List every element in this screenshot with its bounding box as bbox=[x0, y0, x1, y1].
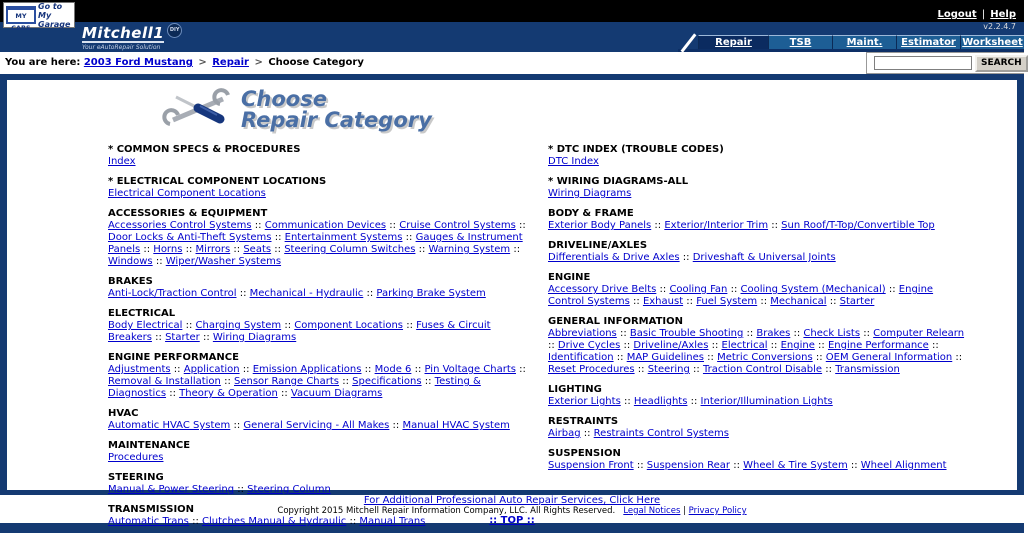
category-heading: * WIRING DIAGRAMS-ALL bbox=[548, 176, 689, 187]
category-section bbox=[108, 472, 548, 496]
search-panel bbox=[866, 52, 1024, 74]
category-link[interactable]: Restraints Control Systems bbox=[593, 428, 729, 439]
category-heading: ENGINE bbox=[548, 272, 591, 283]
search-input[interactable] bbox=[874, 56, 972, 70]
sub-header bbox=[0, 52, 1024, 74]
link-separator: :: bbox=[812, 352, 826, 363]
link-separator: :: bbox=[140, 244, 154, 255]
legal-notices-link[interactable]: Legal Notices bbox=[623, 506, 681, 516]
additional-services-link[interactable]: For Additional Professional Auto Repair Services, Click Here bbox=[363, 495, 661, 506]
category-link[interactable]: OEM General Information bbox=[825, 352, 953, 363]
category-link[interactable]: Door Locks & Anti-Theft Systems bbox=[108, 232, 272, 243]
category-link[interactable]: Engine Performance bbox=[827, 340, 929, 351]
tab-maint[interactable]: Maint. bbox=[832, 35, 896, 49]
version-label: v2.2.4.7 bbox=[983, 22, 1016, 31]
link-separator: :: bbox=[199, 332, 213, 343]
link-separator: :: bbox=[515, 364, 526, 375]
link-separator: :: bbox=[548, 340, 558, 351]
link-separator: :: bbox=[580, 428, 594, 439]
category-links bbox=[108, 452, 548, 464]
category-section bbox=[548, 316, 988, 376]
category-section bbox=[108, 408, 548, 432]
category-link[interactable]: Headlights bbox=[633, 396, 688, 407]
link-separator: :: bbox=[651, 220, 665, 231]
link-separator: :: bbox=[613, 352, 627, 363]
link-separator: :: bbox=[727, 284, 741, 295]
category-heading: TRANSMISSION bbox=[108, 504, 195, 515]
page-title bbox=[241, 87, 432, 131]
category-heading: BRAKES bbox=[108, 276, 153, 287]
category-link[interactable]: Automatic Trans bbox=[108, 516, 189, 527]
breadcrumb-separator: > bbox=[254, 57, 263, 68]
category-links bbox=[108, 156, 548, 168]
logout-link[interactable]: Logout bbox=[937, 9, 977, 20]
tab-estimator[interactable]: Estimator bbox=[896, 35, 960, 49]
category-link[interactable]: Electrical Component Locations bbox=[108, 188, 266, 199]
category-link[interactable]: Cooling Fan bbox=[669, 284, 728, 295]
link-separator: :: bbox=[182, 320, 196, 331]
category-heading: * COMMON SPECS & PROCEDURES bbox=[108, 144, 301, 155]
title-row bbox=[7, 80, 1017, 140]
link-separator: :: bbox=[616, 328, 630, 339]
category-links bbox=[108, 516, 548, 528]
category-link[interactable]: Transmission bbox=[835, 364, 900, 375]
category-link[interactable]: Fuses & Circuit Breakers bbox=[108, 320, 491, 343]
category-link[interactable]: Vacuum Diagrams bbox=[290, 388, 383, 399]
brand-tagline: Your eAutoRepair Solution bbox=[82, 44, 161, 51]
category-heading: * DTC INDEX (TROUBLE CODES) bbox=[548, 144, 724, 155]
category-link[interactable]: Wheel Alignment bbox=[860, 460, 947, 471]
category-link[interactable]: MAP Guidelines bbox=[626, 352, 704, 363]
link-separator: :: bbox=[847, 460, 861, 471]
category-heading: BODY & FRAME bbox=[548, 208, 634, 219]
link-separator: :: bbox=[151, 332, 166, 343]
link-separator: :: bbox=[620, 340, 634, 351]
category-link[interactable]: Component Locations bbox=[294, 320, 404, 331]
category-heading: RESTRAINTS bbox=[548, 416, 619, 427]
category-link[interactable]: Emission Applications bbox=[252, 364, 362, 375]
link-separator: :: bbox=[730, 460, 744, 471]
link-separator: :: bbox=[928, 340, 939, 351]
link-separator: :: bbox=[415, 244, 429, 255]
link-separator: :: bbox=[822, 364, 836, 375]
link-separator: :: bbox=[790, 328, 804, 339]
category-link[interactable]: Metric Conversions bbox=[717, 352, 813, 363]
link-separator: :: bbox=[230, 244, 244, 255]
category-section bbox=[108, 276, 548, 300]
category-link[interactable]: Traction Control Disable bbox=[702, 364, 823, 375]
top-link[interactable]: :: TOP :: bbox=[489, 515, 535, 526]
category-link[interactable]: Steering Column Switches bbox=[284, 244, 416, 255]
breadcrumb-vehicle-link[interactable]: 2003 Ford Mustang bbox=[83, 57, 193, 68]
help-link[interactable]: Help bbox=[990, 9, 1016, 20]
category-section bbox=[108, 352, 548, 400]
link-separator: :: bbox=[633, 460, 647, 471]
link-separator: :: bbox=[339, 376, 353, 387]
category-link[interactable]: Abbreviations bbox=[548, 328, 617, 339]
category-link[interactable]: Theory & Operation bbox=[179, 388, 278, 399]
link-separator: :: bbox=[510, 244, 521, 255]
category-links bbox=[108, 220, 548, 268]
link-separator: :: bbox=[629, 296, 643, 307]
link-separator: :: bbox=[708, 340, 722, 351]
category-link[interactable]: Steering Column bbox=[247, 484, 331, 495]
link-separator: :: bbox=[757, 296, 771, 307]
category-link[interactable]: Exterior Body Panels bbox=[548, 220, 652, 231]
category-link[interactable]: Suspension Rear bbox=[646, 460, 731, 471]
category-link[interactable]: Interior/Illumination Lights bbox=[700, 396, 833, 407]
category-links bbox=[548, 460, 988, 472]
category-link[interactable]: Procedures bbox=[108, 452, 164, 463]
category-link[interactable]: Steering bbox=[647, 364, 690, 375]
brand-name: Mitchell1 bbox=[82, 24, 165, 42]
category-link[interactable]: Suspension Front bbox=[548, 460, 634, 471]
category-link[interactable]: Parking Brake System bbox=[376, 288, 486, 299]
garage-button-label: Go to My Garage bbox=[38, 1, 71, 29]
category-link[interactable]: Entertainment Systems bbox=[284, 232, 403, 243]
page-title-line1: Choose bbox=[241, 87, 327, 111]
category-section bbox=[548, 416, 988, 440]
category-link[interactable]: Application bbox=[183, 364, 240, 375]
breadcrumb-prefix: You are here: bbox=[5, 57, 81, 68]
link-separator: :: bbox=[361, 364, 375, 375]
footer-links-separator: | bbox=[683, 506, 686, 516]
category-link[interactable]: Exterior Lights bbox=[548, 396, 621, 407]
link-separator: :: bbox=[170, 364, 184, 375]
link-separator: :: bbox=[230, 420, 244, 431]
category-link[interactable]: Sensor Range Charts bbox=[234, 376, 340, 387]
category-link[interactable]: Mirrors bbox=[195, 244, 231, 255]
category-link[interactable]: Adjustments bbox=[108, 364, 171, 375]
category-link[interactable]: Wiring Diagrams bbox=[212, 332, 297, 343]
link-separator: :: bbox=[656, 284, 670, 295]
link-separator: :: bbox=[885, 284, 899, 295]
link-separator: :: bbox=[952, 352, 963, 363]
category-section bbox=[108, 176, 548, 200]
link-separator: :: bbox=[402, 232, 416, 243]
category-link[interactable]: Drive Cycles bbox=[557, 340, 621, 351]
category-links bbox=[548, 328, 988, 376]
link-separator: :: bbox=[363, 288, 377, 299]
link-separator: :: bbox=[281, 320, 295, 331]
category-link[interactable]: Check Lists bbox=[803, 328, 861, 339]
page-title-line2: Repair Category bbox=[241, 108, 432, 132]
category-links bbox=[108, 420, 548, 432]
copyright-text: Copyright 2015 Mitchell Repair Information Company, LLC. All Rights Reserved. bbox=[277, 506, 616, 516]
category-link[interactable]: Windows bbox=[108, 256, 153, 267]
category-link[interactable]: Engine bbox=[780, 340, 815, 351]
category-link[interactable]: Accessories Control Systems bbox=[108, 220, 252, 231]
link-separator: :: bbox=[515, 220, 526, 231]
category-link[interactable]: Mode 6 bbox=[374, 364, 412, 375]
category-heading: ENGINE PERFORMANCE bbox=[108, 352, 239, 363]
category-heading: LIGHTING bbox=[548, 384, 602, 395]
link-separator: :: bbox=[386, 220, 400, 231]
category-section bbox=[548, 240, 988, 264]
link-separator: :: bbox=[188, 516, 202, 527]
link-separator: :: bbox=[152, 256, 166, 267]
category-link[interactable]: Computer Relearn bbox=[873, 328, 965, 339]
category-link[interactable]: Fuel System bbox=[696, 296, 758, 307]
category-heading: HVAC bbox=[108, 408, 139, 419]
category-links bbox=[548, 252, 988, 264]
tab-slash-decoration bbox=[678, 35, 698, 49]
category-link[interactable]: Accessory Drive Belts bbox=[548, 284, 657, 295]
category-link[interactable]: Airbag bbox=[548, 428, 581, 439]
link-separator: :: bbox=[421, 376, 435, 387]
category-link[interactable]: Identification bbox=[548, 352, 614, 363]
category-link[interactable]: Engine Control Systems bbox=[548, 284, 934, 307]
category-link[interactable]: Exhaust bbox=[642, 296, 684, 307]
category-columns bbox=[7, 144, 1017, 536]
category-links bbox=[548, 284, 988, 308]
link-separator: :: bbox=[826, 296, 840, 307]
tab-repair[interactable]: Repair bbox=[698, 35, 768, 49]
category-link[interactable]: Driveshaft & Universal Joints bbox=[692, 252, 836, 263]
category-links bbox=[108, 188, 548, 200]
category-section bbox=[548, 144, 988, 168]
session-links bbox=[938, 2, 1016, 31]
link-separator: :: bbox=[689, 364, 703, 375]
link-separator: :: bbox=[704, 352, 718, 363]
category-links bbox=[548, 220, 988, 232]
category-link[interactable]: Wiper/Washer Systems bbox=[165, 256, 282, 267]
category-link[interactable]: Testing & Diagnostics bbox=[108, 376, 481, 399]
category-link[interactable]: Brakes bbox=[756, 328, 791, 339]
link-separator: :: bbox=[860, 328, 874, 339]
link-separator: :: bbox=[346, 516, 360, 527]
category-heading: SUSPENSION bbox=[548, 448, 621, 459]
link-separator: :: bbox=[767, 340, 781, 351]
link-separator: :: bbox=[271, 244, 285, 255]
link-separator: :: bbox=[220, 376, 234, 387]
link-separator: :: bbox=[679, 252, 693, 263]
category-section bbox=[548, 384, 988, 408]
category-link[interactable]: Sun Roof/T-Top/Convertible Top bbox=[781, 220, 935, 231]
category-heading: STEERING bbox=[108, 472, 164, 483]
link-separator: :: bbox=[683, 296, 697, 307]
category-link[interactable]: Removal & Installation bbox=[108, 376, 221, 387]
category-link[interactable]: Cruise Control Systems bbox=[399, 220, 516, 231]
category-section bbox=[108, 144, 548, 168]
category-link[interactable]: Seats bbox=[243, 244, 272, 255]
category-link[interactable]: Specifications bbox=[352, 376, 422, 387]
my-cars-plate-icon: MY CARS bbox=[6, 6, 36, 24]
link-separator: :: bbox=[182, 244, 196, 255]
link-separator: :: bbox=[687, 396, 701, 407]
link-separator: :: bbox=[411, 364, 425, 375]
category-links bbox=[548, 156, 988, 168]
category-links bbox=[108, 320, 548, 344]
link-separator: :: bbox=[251, 220, 265, 231]
category-link[interactable]: Manual HVAC System bbox=[402, 420, 510, 431]
breadcrumb-repair-link[interactable]: Repair bbox=[212, 57, 249, 68]
category-link[interactable]: Basic Trouble Shooting bbox=[629, 328, 744, 339]
category-column-left bbox=[108, 144, 548, 536]
category-link[interactable]: Anti-Lock/Traction Control bbox=[108, 288, 237, 299]
category-links bbox=[548, 396, 988, 408]
search-button[interactable]: SEARCH bbox=[975, 55, 1028, 72]
crossed-tools-icon bbox=[167, 87, 231, 129]
link-separator: :: bbox=[634, 364, 648, 375]
category-link[interactable]: Mechanical - Hydraulic bbox=[249, 288, 364, 299]
diy-badge-icon: DIY bbox=[167, 23, 182, 38]
category-link[interactable]: Wiring Diagrams bbox=[548, 188, 632, 199]
category-section bbox=[108, 440, 548, 464]
category-link[interactable]: Index bbox=[108, 156, 136, 167]
category-link[interactable]: Manual & Power Steering bbox=[108, 484, 235, 495]
link-separator: :: bbox=[389, 420, 403, 431]
category-links bbox=[108, 364, 548, 400]
category-link[interactable]: Electrical bbox=[721, 340, 768, 351]
category-link[interactable]: Driveline/Axles bbox=[633, 340, 709, 351]
link-separator: :: bbox=[743, 328, 757, 339]
link-separator: :: bbox=[768, 220, 782, 231]
category-link[interactable]: Pin Voltage Charts bbox=[424, 364, 516, 375]
category-link[interactable]: DTC Index bbox=[548, 156, 599, 167]
category-link[interactable]: Horns bbox=[153, 244, 183, 255]
link-separator: :: bbox=[814, 340, 828, 351]
link-separator: :: bbox=[277, 388, 291, 399]
category-heading: ELECTRICAL bbox=[108, 308, 176, 319]
category-column-right bbox=[548, 144, 988, 536]
link-separator: :: bbox=[620, 396, 634, 407]
category-link[interactable]: Starter bbox=[839, 296, 875, 307]
category-heading: * ELECTRICAL COMPONENT LOCATIONS bbox=[108, 176, 327, 187]
category-links bbox=[108, 288, 548, 300]
category-link[interactable]: Reset Procedures bbox=[548, 364, 635, 375]
privacy-policy-link[interactable]: Privacy Policy bbox=[688, 506, 747, 516]
category-section bbox=[108, 308, 548, 344]
category-link[interactable]: Wheel & Tire System bbox=[743, 460, 848, 471]
category-link[interactable]: Exterior/Interior Trim bbox=[664, 220, 769, 231]
go-to-my-garage-button[interactable] bbox=[3, 1, 75, 32]
category-links bbox=[548, 428, 988, 440]
category-links bbox=[548, 188, 988, 200]
category-link[interactable]: General Servicing - All Makes bbox=[243, 420, 390, 431]
breadcrumb-separator: > bbox=[198, 57, 207, 68]
link-separator: :: bbox=[239, 364, 253, 375]
category-heading: DRIVELINE/AXLES bbox=[548, 240, 648, 251]
category-section bbox=[548, 448, 988, 472]
header bbox=[0, 22, 1024, 52]
tab-strip bbox=[678, 35, 1024, 52]
category-section bbox=[548, 176, 988, 200]
category-heading: ACCESSORIES & EQUIPMENT bbox=[108, 208, 268, 219]
tab-tsb[interactable]: TSB bbox=[768, 35, 832, 49]
category-link[interactable]: Differentials & Drive Axles bbox=[548, 252, 680, 263]
category-link[interactable]: Mechanical bbox=[770, 296, 827, 307]
brand-logo bbox=[82, 23, 182, 51]
category-link[interactable]: Warning System bbox=[428, 244, 511, 255]
category-link[interactable]: Communication Devices bbox=[264, 220, 387, 231]
category-link[interactable]: Clutches Manual & Hydraulic bbox=[202, 516, 347, 527]
category-link[interactable]: Cooling System (Mechanical) bbox=[740, 284, 886, 295]
link-separator: :: bbox=[403, 320, 417, 331]
link-separator: :: bbox=[234, 484, 248, 495]
breadcrumb bbox=[5, 57, 364, 68]
link-separator: :: bbox=[166, 388, 180, 399]
links-separator: | bbox=[981, 9, 986, 20]
category-link[interactable]: Charging System bbox=[195, 320, 282, 331]
category-heading: MAINTENANCE bbox=[108, 440, 191, 451]
category-link[interactable]: Gauges & Instrument Panels bbox=[108, 232, 523, 255]
category-section bbox=[548, 272, 988, 308]
category-link[interactable]: Starter bbox=[165, 332, 200, 343]
breadcrumb-current: Choose Category bbox=[268, 57, 364, 68]
category-link[interactable]: Automatic HVAC System bbox=[108, 420, 231, 431]
category-link[interactable]: Manual Trans bbox=[359, 516, 426, 527]
category-link[interactable]: Body Electrical bbox=[108, 320, 183, 331]
tab-worksheet[interactable]: Worksheet bbox=[960, 35, 1024, 49]
category-section bbox=[548, 208, 988, 232]
link-separator: :: bbox=[236, 288, 250, 299]
category-heading: GENERAL INFORMATION bbox=[548, 316, 683, 327]
link-separator: :: bbox=[271, 232, 285, 243]
category-section bbox=[108, 208, 548, 268]
